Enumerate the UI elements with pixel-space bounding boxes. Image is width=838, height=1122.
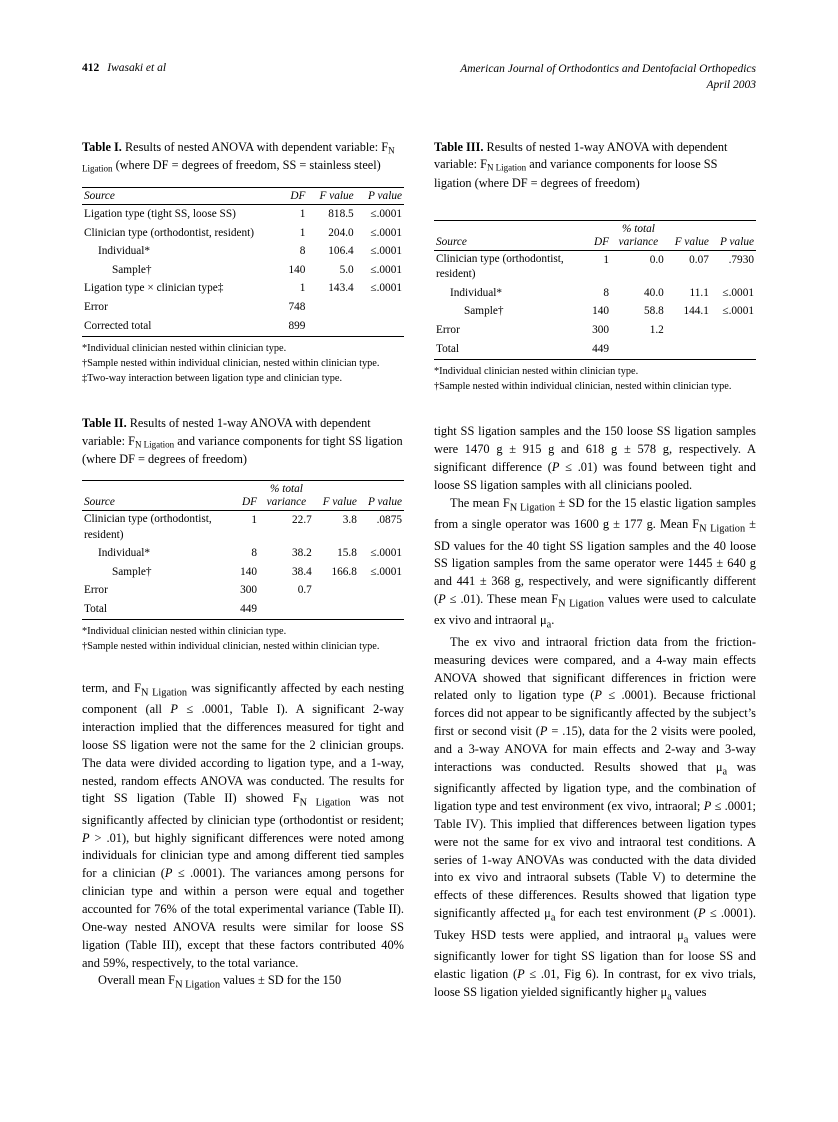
table-3-col-f: F value — [666, 220, 711, 250]
cell-variance: 38.4 — [292, 565, 312, 578]
cell-df: 899 — [269, 317, 308, 337]
table-row — [82, 224, 404, 243]
cell-source: Clinician type (orthodontist, resident) — [436, 253, 564, 281]
cell-source: Individual* — [98, 546, 151, 559]
cell-df: 8 — [299, 245, 306, 258]
table-row — [82, 511, 404, 544]
cell-variance: 0.0 — [649, 254, 664, 267]
cell-f: 106.4 — [328, 245, 354, 258]
table-1-footnote: *Individual clinician nested within clinician type. — [82, 343, 287, 355]
table-2-label: Table II. — [82, 416, 127, 431]
paragraph: term, and $F_{N Ligation}$ was significantly affected by each nesting component (all P ≤ .0001, Table I). A significant 2-way interaction implied that the differences measured for tight and loose SS ligation were not the same for the 2 clinician groups. The data were divided according to ligation type, and a 1-way, nested, random effects ANOVA was conducted. The results for tight SS ligation (Table II) showed $F_{N Ligation}$ was not significantly affected by clinician type (orthodontist or resident; P > .01), but highly significant differences were noted among individuals for clinician type and among different tied samples for a clinician (P ≤ .0001). The variances among persons for clinician type and within a person were equal and together accounted for 76% of the total experimental variance (Table II). One-way nested ANOVA results were similar for loose SS ligation (Table III), except that these factors contributed 40% and 59%, respectively, to the total variance. — [82, 680, 404, 970]
table-3-footnotes — [434, 365, 756, 393]
cell-df: 1 — [299, 282, 306, 295]
table-1-caption — [82, 139, 404, 175]
table-3-col-variance: % total variance — [611, 220, 666, 250]
cell-source: Clinician type (orthodontist, resident) — [84, 226, 255, 239]
journal-title: American Journal of Orthodontics and Dentofacial Orthopedics — [460, 63, 756, 75]
table-1-block — [82, 139, 404, 385]
table-row — [82, 279, 404, 298]
table-1-caption-part1: Results of nested ANOVA with dependent variable: F — [124, 140, 389, 155]
cell-f — [666, 340, 711, 360]
table-3-caption — [434, 139, 756, 192]
cell-source: Corrected total — [82, 317, 269, 337]
table-row — [82, 544, 404, 563]
cell-source: Individual* — [98, 245, 151, 258]
table-3 — [434, 220, 756, 360]
table-3-footnote: †Sample nested within individual clinician, nested within clinician type. — [434, 380, 732, 392]
paragraph: The ex vivo and intraoral friction data from the friction-measuring devices were compared, and a 4-way main effects ANOVA showed that significant differences in friction were related only to ligation type (P ≤ .0001). Because frictional forces did not appear to be significantly affected by the subject’s first or second visit (P = .15), data for the 2 visits were pooled, and a 3-way ANOVA for main effects and 2-way and 3-way interactions was conducted. Results showed that $\mu_a$ was significantly affected by ligation type, and the combination of ligation type and test environment (ex vivo, intraoral; P ≤ .0001; Table IV). This implied that differences between ligation types were not the same for ex vivo and intraoral test conditions. A series of 1-way ANOVAs was conducted with the data divided into ex vivo and intraoral subsets (Table V) to determine the effects of these differences. Results showed that ligation type significantly affected $\mu_a$ for each test environment (P ≤ .0001). Tukey HSD tests were applied, and intraoral $\mu_a$ values were significantly lower for tight SS ligation than for loose SS and elastic ligation (P ≤ .01, Fig 6). In contrast, for ex vivo trials, loose SS ligation yielded significantly higher $\mu_a$ values — [434, 634, 757, 1003]
left-column — [82, 139, 404, 1005]
table-3-caption-subscript: N Ligation — [486, 162, 527, 173]
cell-variance: 40.0 — [644, 286, 664, 299]
table-row — [82, 261, 404, 280]
table-1-caption-part3: (where DF = degrees of freedom, SS = stainless steel) — [112, 158, 381, 173]
cell-df: 140 — [288, 263, 306, 276]
table-3-header-row — [434, 220, 756, 250]
cell-f: 166.8 — [331, 565, 357, 578]
table-3-caption-part3: and variance components for loose SS ligation (where DF = degrees of freedom) — [434, 157, 718, 190]
cell-source: Error — [84, 301, 108, 314]
cell-variance: 0.7 — [297, 584, 312, 597]
cell-p — [356, 317, 404, 337]
cell-source: Sample† — [112, 263, 152, 276]
cell-p — [356, 298, 404, 317]
cell-df: 300 — [592, 323, 610, 336]
cell-f: 3.8 — [342, 514, 357, 527]
table-row — [434, 340, 756, 360]
table-row — [82, 317, 404, 337]
table-1-footnote: †Sample nested within individual clinician, nested within clinician type. — [82, 357, 380, 369]
cell-df: 1 — [299, 208, 306, 221]
table-row — [82, 242, 404, 261]
table-row — [82, 563, 404, 582]
table-2-block — [82, 415, 404, 653]
table-2-col-source: Source — [82, 481, 224, 511]
cell-df: 449 — [576, 340, 611, 360]
cell-p — [711, 340, 756, 360]
table-row — [434, 251, 756, 284]
cell-variance: 58.8 — [644, 305, 664, 318]
table-2-col-p: P value — [359, 481, 404, 511]
table-3-footnote: *Individual clinician nested within clinician type. — [434, 366, 639, 378]
table-1-col-source: Source — [82, 188, 269, 205]
cell-p: ≤.0001 — [722, 286, 754, 299]
cell-f: 204.0 — [328, 226, 354, 239]
cell-source: Clinician type (orthodontist, resident) — [84, 513, 212, 541]
cell-p: .0875 — [376, 514, 402, 527]
table-2-footnote: †Sample nested within individual clinician, nested within clinician type. — [82, 641, 380, 653]
cell-f: 143.4 — [328, 282, 354, 295]
cell-f: 15.8 — [337, 546, 357, 559]
table-2-caption-subscript: N Ligation — [134, 438, 175, 449]
cell-variance: 22.7 — [292, 514, 312, 527]
table-row — [434, 321, 756, 340]
cell-f — [307, 298, 355, 317]
table-2-col-f: F value — [314, 481, 359, 511]
cell-df: 300 — [240, 584, 258, 597]
cell-source: Sample† — [464, 305, 504, 318]
table-3-caption-part1: Results of nested 1-way ANOVA with dependent variable: F — [434, 140, 728, 172]
cell-f — [666, 321, 711, 340]
table-2-caption-part3: and variance components for tight SS ligation (where DF = degrees of freedom) — [82, 433, 403, 466]
cell-variance: 1.2 — [649, 323, 664, 336]
cell-variance — [259, 600, 314, 620]
table-1-label: Table I. — [82, 140, 122, 155]
table-2 — [82, 480, 404, 620]
table-1-col-df: DF — [269, 188, 308, 205]
cell-source: Total — [82, 600, 224, 620]
table-3-col-source: Source — [434, 220, 576, 250]
cell-df: 1 — [299, 226, 306, 239]
cell-variance: 38.2 — [292, 546, 312, 559]
cell-source: Ligation type × clinician type‡ — [84, 282, 224, 295]
cell-f: 0.07 — [689, 254, 709, 267]
table-2-footnotes — [82, 625, 404, 653]
table-3-col-df: DF — [576, 220, 611, 250]
table-2-footnote: *Individual clinician nested within clinician type. — [82, 626, 287, 638]
cell-source: Error — [436, 323, 460, 336]
cell-f — [314, 581, 359, 600]
page-number: 412 — [82, 62, 100, 74]
cell-df: 8 — [603, 286, 610, 299]
cell-df: 748 — [288, 301, 306, 314]
table-1-col-p: P value — [356, 188, 404, 205]
right-column — [434, 139, 756, 1005]
cell-f — [314, 600, 359, 620]
table-2-caption — [82, 415, 404, 468]
paragraph: The mean $F_{N Ligation}$ ± SD for the 15 elastic ligation samples from a single operator was 1600 g ± 177 g. Mean $F_{N Ligation}$ ± SD values for the 40 tight SS ligation samples and the 40 loose SS ligation samples from the same operator were 1445 ± 640 g and 441 ± 368 g, respectively, and were significantly different (P ≤ .01). These mean $F_{N Ligation}$ values were used to calculate ex vivo and intraoral $\mu_a$. — [434, 495, 756, 631]
table-1-caption-subscript: N Ligation — [82, 145, 395, 174]
right-column-text — [434, 423, 756, 1004]
cell-p: ≤.0001 — [370, 282, 402, 295]
table-3-block — [434, 139, 756, 393]
cell-f — [307, 317, 355, 337]
table-2-col-df: DF — [224, 481, 259, 511]
table-1-footnote: ‡Two-way interaction between ligation type and clinician type. — [82, 372, 343, 384]
cell-source: Error — [84, 584, 108, 597]
cell-f: 144.1 — [683, 305, 709, 318]
cell-p — [359, 600, 404, 620]
cell-df: 1 — [251, 514, 258, 527]
cell-source: Total — [434, 340, 576, 360]
cell-df: 140 — [592, 305, 610, 318]
running-head-authors: Iwasaki et al — [107, 62, 167, 74]
table-2-header-row — [82, 481, 404, 511]
table-row — [82, 600, 404, 620]
cell-source: Sample† — [112, 565, 152, 578]
cell-p — [359, 581, 404, 600]
cell-df: 140 — [240, 565, 258, 578]
table-2-caption-part1: Results of nested 1-way ANOVA with dependent variable: F — [82, 416, 371, 448]
table-row — [82, 205, 404, 224]
cell-p — [711, 321, 756, 340]
left-column-text — [82, 680, 404, 994]
cell-p: ≤.0001 — [370, 226, 402, 239]
cell-f: 5.0 — [339, 263, 354, 276]
running-head — [82, 62, 756, 93]
running-head-left — [82, 62, 166, 74]
paragraph: Overall mean $F_{N Ligation}$ values ± SD for the 150 — [98, 973, 342, 991]
cell-df: 1 — [603, 254, 610, 267]
issue-date: April 2003 — [706, 78, 756, 91]
table-1-col-f: F value — [307, 188, 355, 205]
cell-f: 818.5 — [328, 208, 354, 221]
table-row — [82, 581, 404, 600]
table-3-label: Table III. — [434, 140, 484, 155]
cell-df: 449 — [224, 600, 259, 620]
table-row — [434, 284, 756, 303]
cell-source: Ligation type (tight SS, loose SS) — [84, 208, 236, 221]
table-row — [434, 302, 756, 321]
cell-p: .7930 — [728, 254, 754, 267]
two-column-body — [82, 139, 756, 1005]
table-1 — [82, 187, 404, 337]
paragraph: tight SS ligation samples and the 150 loose SS ligation samples were 1470 g ± 915 g and 618 g ± 578 g, respectively. A significant difference (P ≤ .01) was found between tight and loose SS ligation samples with all clinicians pooled. — [434, 424, 756, 493]
table-2-col-variance: % total variance — [259, 481, 314, 511]
table-row — [82, 298, 404, 317]
table-3-col-p: P value — [711, 220, 756, 250]
table-1-footnotes — [82, 342, 404, 385]
running-head-right — [460, 62, 756, 93]
cell-p: ≤.0001 — [370, 263, 402, 276]
cell-df: 8 — [251, 546, 258, 559]
cell-variance — [611, 340, 666, 360]
cell-p: ≤.0001 — [370, 208, 402, 221]
cell-p: ≤.0001 — [370, 565, 402, 578]
cell-p: ≤.0001 — [370, 245, 402, 258]
cell-f: 11.1 — [689, 286, 709, 299]
page-content — [82, 62, 756, 1005]
cell-p: ≤.0001 — [722, 305, 754, 318]
cell-source: Individual* — [450, 286, 503, 299]
cell-p: ≤.0001 — [370, 546, 402, 559]
table-1-header-row — [82, 188, 404, 205]
